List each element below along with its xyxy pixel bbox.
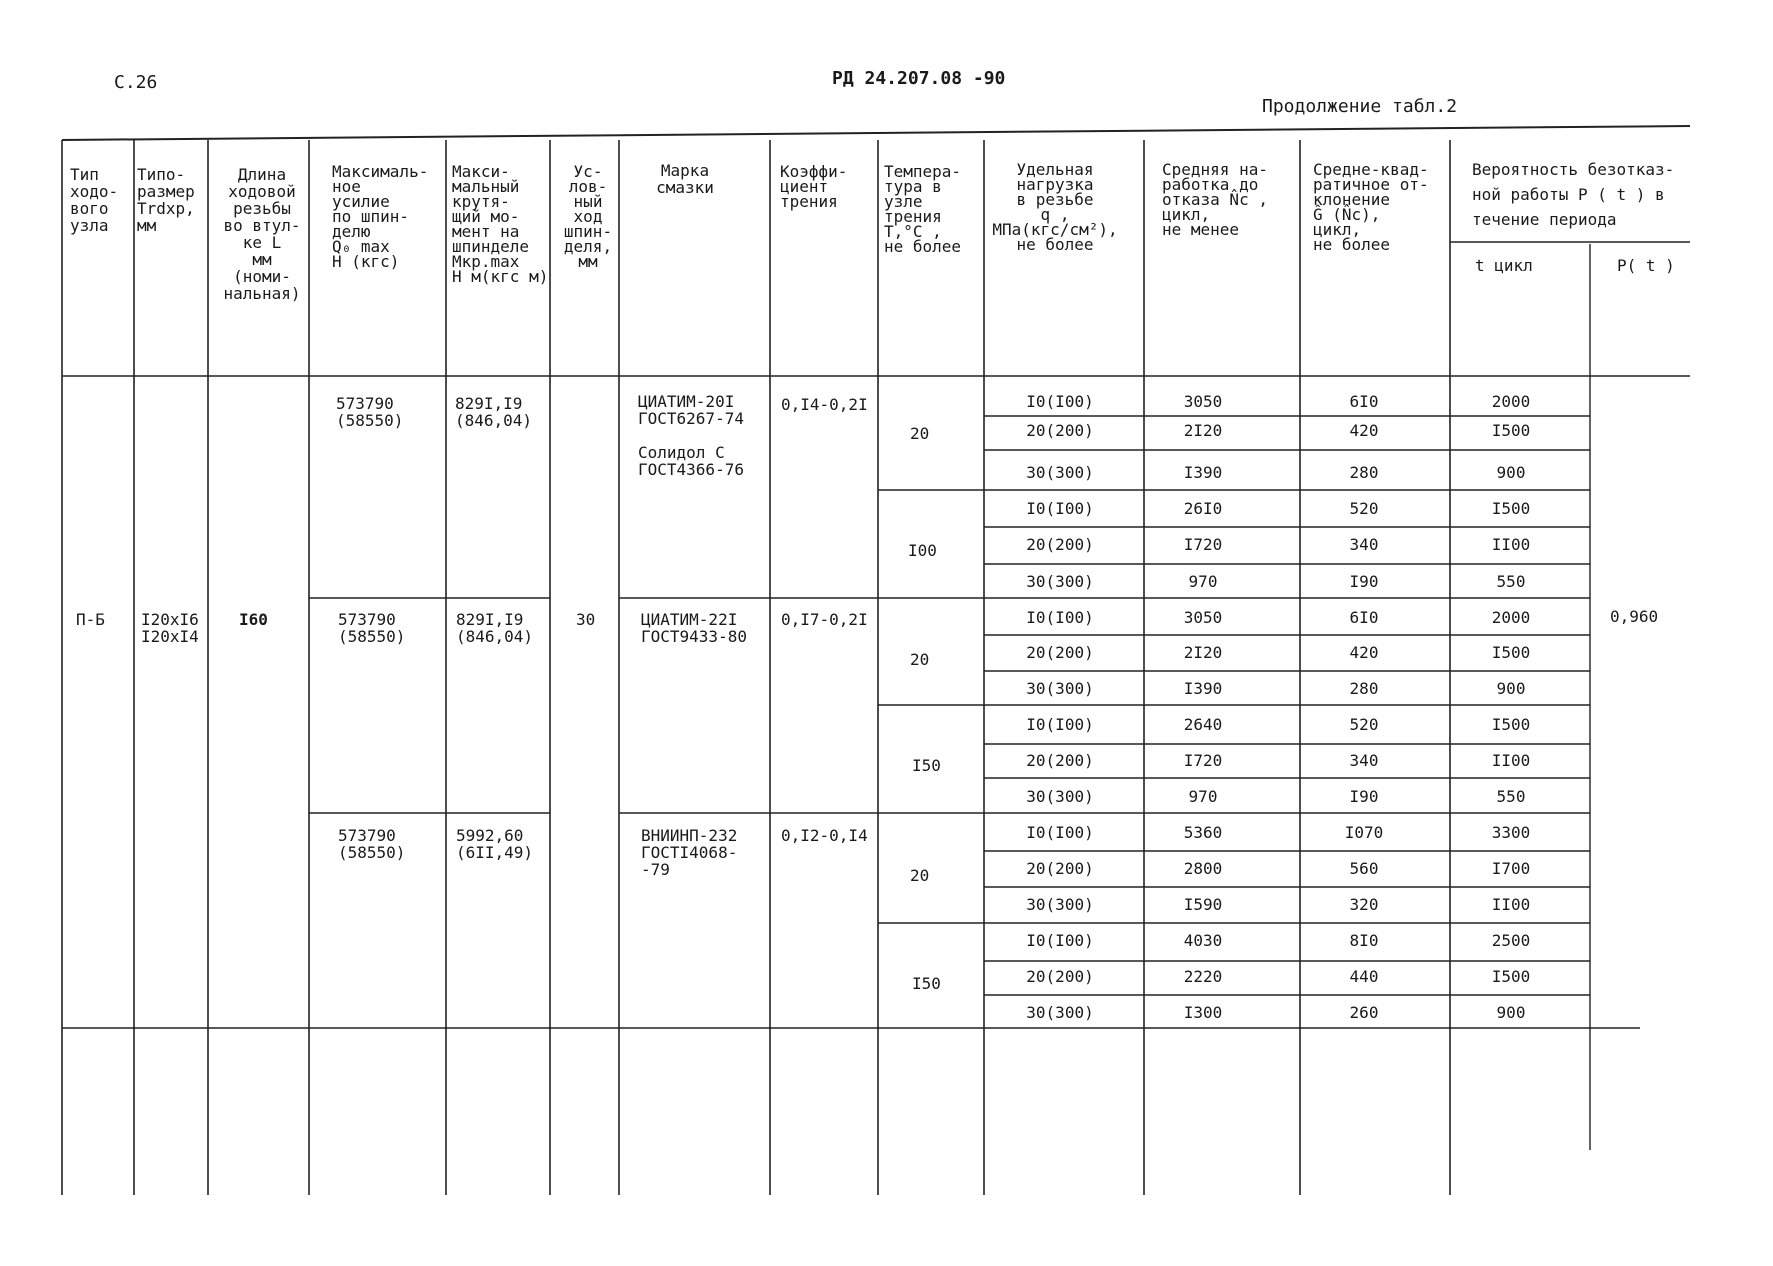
node-type-value: П-Б	[76, 610, 105, 629]
row-2-period-cycles: I500	[1491, 421, 1531, 440]
header-max-force: Максималь- ное усилие по шпин- делю Q₀ max Н (кгс)	[332, 162, 429, 271]
row-18-period-cycles: 900	[1496, 1003, 1526, 1022]
row-14-period-cycles: I700	[1491, 859, 1531, 878]
header-node-type: Тип ходо- вого узла	[70, 165, 119, 235]
group-2-friction: 0,I7-0,2I	[781, 610, 868, 629]
row-13-mean-time: 5360	[1183, 823, 1223, 842]
row-16-mean-time: 4030	[1183, 931, 1223, 950]
row-10-mean-time: 2640	[1183, 715, 1223, 734]
size-value: I20xI6 I20xI4	[141, 610, 199, 646]
row-4-mean-time: 26I0	[1183, 499, 1223, 518]
row-9-period-cycles: 900	[1496, 679, 1526, 698]
group-2-lubricant: ЦИАТИМ-22I ГОСТ9433-80	[641, 610, 747, 646]
row-18-std-deviation: 260	[1349, 1003, 1379, 1022]
temperature-3: 20	[910, 650, 930, 669]
row-1-std-deviation: 6I0	[1349, 392, 1379, 411]
row-3-std-deviation: 280	[1349, 463, 1379, 482]
temperature-4: I50	[912, 756, 941, 775]
row-4-std-deviation: 520	[1349, 499, 1379, 518]
row-17-std-deviation: 440	[1349, 967, 1379, 986]
row-11-specific-load: 20(200)	[1026, 751, 1094, 770]
row-10-period-cycles: I500	[1491, 715, 1531, 734]
row-18-specific-load: 30(300)	[1026, 1003, 1094, 1022]
temperature-2: I00	[908, 541, 937, 560]
row-12-period-cycles: 550	[1496, 787, 1526, 806]
row-15-period-cycles: II00	[1491, 895, 1531, 914]
row-1-period-cycles: 2000	[1491, 392, 1531, 411]
probability-value: 0,960	[1610, 607, 1659, 626]
row-8-mean-time: 2I20	[1183, 643, 1223, 662]
row-14-mean-time: 2800	[1183, 859, 1223, 878]
row-3-specific-load: 30(300)	[1026, 463, 1094, 482]
row-16-specific-load: I0(I00)	[1026, 931, 1094, 950]
row-17-specific-load: 20(200)	[1026, 967, 1094, 986]
row-18-mean-time: I300	[1183, 1003, 1223, 1022]
row-17-mean-time: 2220	[1183, 967, 1223, 986]
temperature-5: 20	[910, 866, 930, 885]
header-period-cycles: t цикл	[1475, 256, 1533, 275]
row-2-std-deviation: 420	[1349, 421, 1379, 440]
header-max-moment: Макси- мальный крутя- щий мо- мент на шпинделе Мкр.max Н м(кгс м)	[452, 162, 549, 286]
row-1-specific-load: I0(I00)	[1026, 392, 1094, 411]
row-4-period-cycles: I500	[1491, 499, 1531, 518]
row-13-period-cycles: 3300	[1491, 823, 1531, 842]
row-5-std-deviation: 340	[1349, 535, 1379, 554]
row-6-period-cycles: 550	[1496, 572, 1526, 591]
table-caption: Продолжение табл.2	[1262, 96, 1458, 117]
header-size: Типо- размер Trdхр, мм	[137, 165, 195, 235]
row-9-std-deviation: 280	[1349, 679, 1379, 698]
row-15-std-deviation: 320	[1349, 895, 1379, 914]
temperature-6: I50	[912, 974, 941, 993]
row-5-period-cycles: II00	[1491, 535, 1531, 554]
group-1-lubricant: ЦИАТИМ-20I ГОСТ6267-74 Солидол С ГОСТ4366-76	[638, 392, 744, 479]
row-7-std-deviation: 6I0	[1349, 608, 1379, 627]
row-12-mean-time: 970	[1188, 787, 1218, 806]
row-4-specific-load: I0(I00)	[1026, 499, 1094, 518]
page-number: С.26	[114, 72, 158, 93]
group-3-lubricant: ВНИИНП-232 ГОСТI4068- -79	[641, 826, 738, 879]
group-1-force: 573790 (58550)	[336, 394, 404, 430]
row-3-period-cycles: 900	[1496, 463, 1526, 482]
row-6-std-deviation: I90	[1349, 572, 1379, 591]
row-2-specific-load: 20(200)	[1026, 421, 1094, 440]
stroke-value: 30	[576, 610, 596, 629]
row-6-specific-load: 30(300)	[1026, 572, 1094, 591]
row-7-specific-load: I0(I00)	[1026, 608, 1094, 627]
header-probability: Вероятность безотказ- ной работы P ( t ) в течение периода	[1472, 160, 1675, 229]
row-13-std-deviation: I070	[1344, 823, 1384, 842]
header-friction: Коэффи- циент трения	[780, 162, 848, 211]
row-12-specific-load: 30(300)	[1026, 787, 1094, 806]
group-3-friction: 0,I2-0,I4	[781, 826, 868, 845]
row-5-mean-time: I720	[1183, 535, 1223, 554]
row-14-specific-load: 20(200)	[1026, 859, 1094, 878]
row-8-period-cycles: I500	[1491, 643, 1531, 662]
header-temperature: Темпера- тура в узле трения T,°C , не более	[884, 162, 962, 256]
row-10-std-deviation: 520	[1349, 715, 1379, 734]
row-7-mean-time: 3050	[1183, 608, 1223, 627]
group-3-moment: 5992,60 (6II,49)	[456, 826, 534, 862]
row-9-specific-load: 30(300)	[1026, 679, 1094, 698]
grid-line	[62, 126, 1690, 140]
group-1-moment: 829I,I9 (846,04)	[455, 394, 533, 430]
row-16-std-deviation: 8I0	[1349, 931, 1379, 950]
header-thread-length: Длина ходовой резьбы во втул- ке L мм (номи- нальная)	[223, 165, 301, 303]
row-7-period-cycles: 2000	[1491, 608, 1531, 627]
header-mean-time: Средняя на- работка до отказа N̂c , цикл, не менее	[1162, 160, 1268, 239]
row-12-std-deviation: I90	[1349, 787, 1379, 806]
row-17-period-cycles: I500	[1491, 967, 1531, 986]
group-2-force: 573790 (58550)	[338, 610, 406, 646]
row-13-specific-load: I0(I00)	[1026, 823, 1094, 842]
document-code: РД 24.207.08 -90	[832, 68, 1006, 89]
header-lubricant: Марка смазки	[656, 161, 714, 197]
row-11-period-cycles: II00	[1491, 751, 1531, 770]
row-9-mean-time: I390	[1183, 679, 1223, 698]
row-15-specific-load: 30(300)	[1026, 895, 1094, 914]
row-8-std-deviation: 420	[1349, 643, 1379, 662]
group-2-moment: 829I,I9 (846,04)	[456, 610, 534, 646]
group-1-friction: 0,I4-0,2I	[781, 395, 868, 414]
row-16-period-cycles: 2500	[1491, 931, 1531, 950]
row-11-mean-time: I720	[1183, 751, 1223, 770]
header-specific-load: Удельная нагрузка в резьбе q , МПа(кгс/см²), не более	[992, 160, 1118, 254]
header-probability-value: P( t )	[1617, 256, 1675, 275]
row-11-std-deviation: 340	[1349, 751, 1379, 770]
header-stroke: Ус- лов- ный ход шпин- деля, мм	[563, 162, 613, 271]
group-3-force: 573790 (58550)	[338, 826, 406, 862]
row-1-mean-time: 3050	[1183, 392, 1223, 411]
row-3-mean-time: I390	[1183, 463, 1223, 482]
row-15-mean-time: I590	[1183, 895, 1223, 914]
row-5-specific-load: 20(200)	[1026, 535, 1094, 554]
row-6-mean-time: 970	[1188, 572, 1218, 591]
header-std-deviation: Средне-квад- ратичное от- клонение Ĝ (N̂c), цикл, не более	[1313, 160, 1429, 254]
row-10-specific-load: I0(I00)	[1026, 715, 1094, 734]
row-14-std-deviation: 560	[1349, 859, 1379, 878]
row-2-mean-time: 2I20	[1183, 421, 1223, 440]
temperature-1: 20	[910, 424, 930, 443]
row-8-specific-load: 20(200)	[1026, 643, 1094, 662]
thread-length-value: I60	[239, 610, 268, 629]
